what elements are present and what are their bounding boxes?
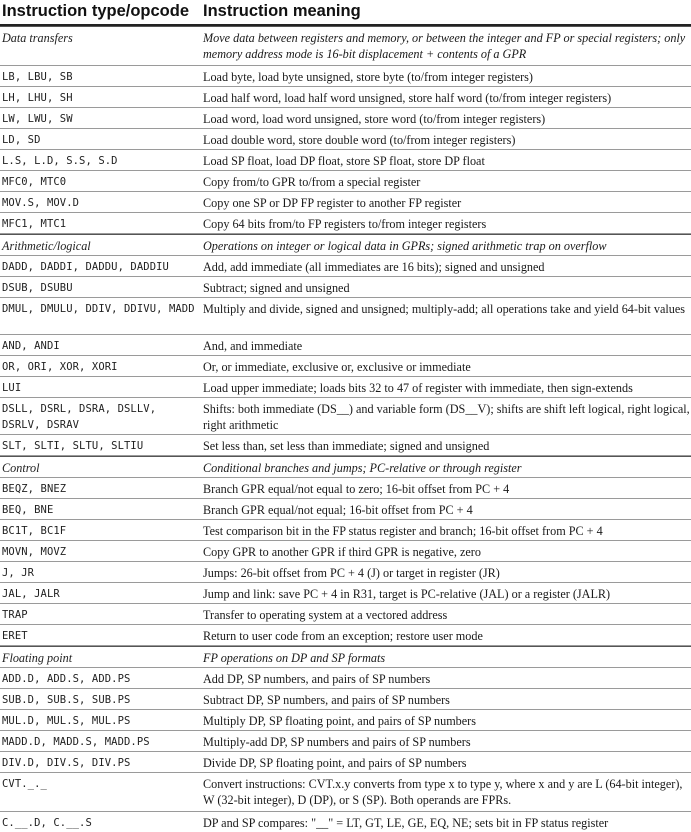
meaning-cell: Branch GPR equal/not equal to zero; 16-bit offset from PC + 4 xyxy=(203,482,510,496)
opcode-cell: CVT._._ xyxy=(2,778,47,790)
table-row xyxy=(0,150,691,171)
header-meaning: Instruction meaning xyxy=(203,2,361,20)
section-row xyxy=(0,456,691,478)
meaning-cell: Set less than, set less than immediate; signed and unsigned xyxy=(203,439,490,453)
table-row xyxy=(0,520,691,541)
table-row xyxy=(0,213,691,234)
meaning-cell: Test comparison bit in the FP status register and branch; 16-bit offset from PC + 4 xyxy=(203,524,603,538)
meaning-cell: Subtract; signed and unsigned xyxy=(203,281,350,295)
table-row xyxy=(0,87,691,108)
opcode-cell: MADD.D, MADD.S, MADD.PS xyxy=(2,736,150,748)
meaning-cell: Jumps: 26-bit offset from PC + 4 (J) or target in register (JR) xyxy=(203,566,500,580)
section-row xyxy=(0,26,691,66)
section-title: Arithmetic/logical xyxy=(2,239,91,253)
opcode-cell: LW, LWU, SW xyxy=(2,113,73,125)
opcode-cell: MOVN, MOVZ xyxy=(2,546,67,558)
opcode-cell: DSUB, DSUBU xyxy=(2,282,73,294)
opcode-cell: J, JR xyxy=(2,567,35,579)
meaning-cell: Divide DP, SP floating point, and pairs of SP numbers xyxy=(203,756,467,770)
opcode-cell: L.S, L.D, S.S, S.D xyxy=(2,155,118,167)
opcode-cell: MOV.S, MOV.D xyxy=(2,197,80,209)
opcode-cell: DIV.D, DIV.S, DIV.PS xyxy=(2,757,131,769)
opcode-cell: BEQ, BNE xyxy=(2,504,54,516)
section-title: Data transfers xyxy=(2,31,73,45)
meaning-cell: Copy from/to GPR to/from a special register xyxy=(203,175,421,189)
table-row xyxy=(0,773,691,812)
opcode-cell: TRAP xyxy=(2,609,28,621)
meaning-cell: Load half word, load half word unsigned, store half word (to/from integer registers) xyxy=(203,91,612,105)
table-row xyxy=(0,108,691,129)
meaning-cell: Multiply DP, SP floating point, and pairs of SP numbers xyxy=(203,714,476,728)
section-description: Operations on integer or logical data in GPRs; signed arithmetic trap on overflow xyxy=(203,239,607,253)
opcode-cell: JAL, JALR xyxy=(2,588,60,600)
opcode-cell: BC1T, BC1F xyxy=(2,525,67,537)
meaning-cell: Or, or immediate, exclusive or, exclusive or immediate xyxy=(203,360,471,374)
opcode-cell: MFC0, MTC0 xyxy=(2,176,67,188)
opcode-cell: SLT, SLTI, SLTU, SLTIU xyxy=(2,440,144,452)
table-row xyxy=(0,256,691,277)
opcode-cell: LH, LHU, SH xyxy=(2,92,73,104)
table-row xyxy=(0,625,691,646)
meaning-cell: Jump and link: save PC + 4 in R31, target is PC-relative (JAL) or a register (JALR) xyxy=(203,587,611,601)
table-row xyxy=(0,604,691,625)
table-row xyxy=(0,377,691,398)
meaning-cell: Add, add immediate (all immediates are 16 bits); signed and unsigned xyxy=(203,260,545,274)
opcode-cell: BEQZ, BNEZ xyxy=(2,483,67,495)
section-title: Floating point xyxy=(2,651,73,665)
table-row xyxy=(0,541,691,562)
opcode-cell: ADD.D, ADD.S, ADD.PS xyxy=(2,673,131,685)
meaning-cell: Transfer to operating system at a vectored address xyxy=(203,608,448,622)
table-row xyxy=(0,710,691,731)
table-row xyxy=(0,562,691,583)
meaning-cell: Return to user code from an exception; restore user mode xyxy=(203,629,483,643)
opcode-cell: MFC1, MTC1 xyxy=(2,218,67,230)
opcode-cell: SUB.D, SUB.S, SUB.PS xyxy=(2,694,131,706)
meaning-cell: DP and SP compares: "__" = LT, GT, LE, GE, EQ, NE; sets bit in FP status register xyxy=(203,816,609,830)
opcode-cell: MUL.D, MUL.S, MUL.PS xyxy=(2,715,131,727)
opcode-cell: ERET xyxy=(2,630,28,642)
table-header xyxy=(0,0,691,26)
meaning-cell: And, and immediate xyxy=(203,339,303,353)
table-row xyxy=(0,435,691,456)
meaning-cell: Copy GPR to another GPR if third GPR is negative, zero xyxy=(203,545,481,559)
table-row xyxy=(0,192,691,213)
opcode-cell: AND, ANDI xyxy=(2,340,60,352)
meaning-cell: Load byte, load byte unsigned, store byte (to/from integer registers) xyxy=(203,70,533,84)
table-row xyxy=(0,668,691,689)
meaning-cell: Add DP, SP numbers, and pairs of SP numbers xyxy=(203,672,431,686)
meaning-cell: Copy 64 bits from/to FP registers to/from integer registers xyxy=(203,217,487,231)
table-row xyxy=(0,66,691,87)
opcode-cell: C.__.D, C.__.S xyxy=(2,817,92,829)
section-description: Move data between registers and memory, or between the integer and FP or special registers; only memory address mode is 16-bit displacement + contents of a GPR xyxy=(203,31,686,61)
table-row xyxy=(0,689,691,710)
table-row xyxy=(0,298,691,335)
header-opcode: Instruction type/opcode xyxy=(2,2,190,20)
meaning-cell: Load word, load word unsigned, store word (to/from integer registers) xyxy=(203,112,546,126)
meaning-cell: Multiply-add DP, SP numbers and pairs of SP numbers xyxy=(203,735,471,749)
opcode-cell: LB, LBU, SB xyxy=(2,71,73,83)
table-body xyxy=(0,26,691,832)
table-row xyxy=(0,812,691,832)
table-row xyxy=(0,478,691,499)
section-row xyxy=(0,646,691,668)
table-row xyxy=(0,335,691,356)
table-row xyxy=(0,583,691,604)
meaning-cell: Load SP float, load DP float, store SP float, store DP float xyxy=(203,154,485,168)
opcode-cell: OR, ORI, XOR, XORI xyxy=(2,361,118,373)
opcode-cell: LUI xyxy=(2,382,22,394)
table-row xyxy=(0,356,691,377)
meaning-cell: Load double word, store double word (to/from integer registers) xyxy=(203,133,516,147)
opcode-cell: DMUL, DMULU, DDIV, DDIVU, MADD xyxy=(2,303,195,315)
meaning-cell: Copy one SP or DP FP register to another FP register xyxy=(203,196,462,210)
meaning-cell: Convert instructions: CVT.x.y converts from type x to type y, where x and y are L (64-bit integer), W (32-bit integer), D (DP), or S (SP). Both operands are FPRs. xyxy=(203,777,683,807)
table-row xyxy=(0,398,691,435)
meaning-cell: Shifts: both immediate (DS__) and variable form (DS__V); shifts are shift left logical, right logical, right arithmetic xyxy=(203,402,690,432)
opcode-cell: LD, SD xyxy=(2,134,41,146)
section-description: Conditional branches and jumps; PC-relative or through register xyxy=(203,461,522,475)
section-row xyxy=(0,234,691,256)
table-row xyxy=(0,129,691,150)
table-row xyxy=(0,171,691,192)
table-row xyxy=(0,499,691,520)
meaning-cell: Branch GPR equal/not equal; 16-bit offset from PC + 4 xyxy=(203,503,473,517)
opcode-cell: DADD, DADDI, DADDU, DADDIU xyxy=(2,261,169,273)
meaning-cell: Subtract DP, SP numbers, and pairs of SP numbers xyxy=(203,693,450,707)
section-title: Control xyxy=(2,461,40,475)
section-description: FP operations on DP and SP formats xyxy=(203,651,386,665)
table-row xyxy=(0,752,691,773)
meaning-cell: Multiply and divide, signed and unsigned; multiply-add; all operations take and yield 64-bit values xyxy=(203,302,685,316)
table-row xyxy=(0,731,691,752)
meaning-cell: Load upper immediate; loads bits 32 to 47 of register with immediate, then sign-extends xyxy=(203,381,633,395)
opcode-cell: DSLL, DSRL, DSRA, DSLLV, DSRLV, DSRAV xyxy=(2,403,157,431)
table-row xyxy=(0,277,691,298)
